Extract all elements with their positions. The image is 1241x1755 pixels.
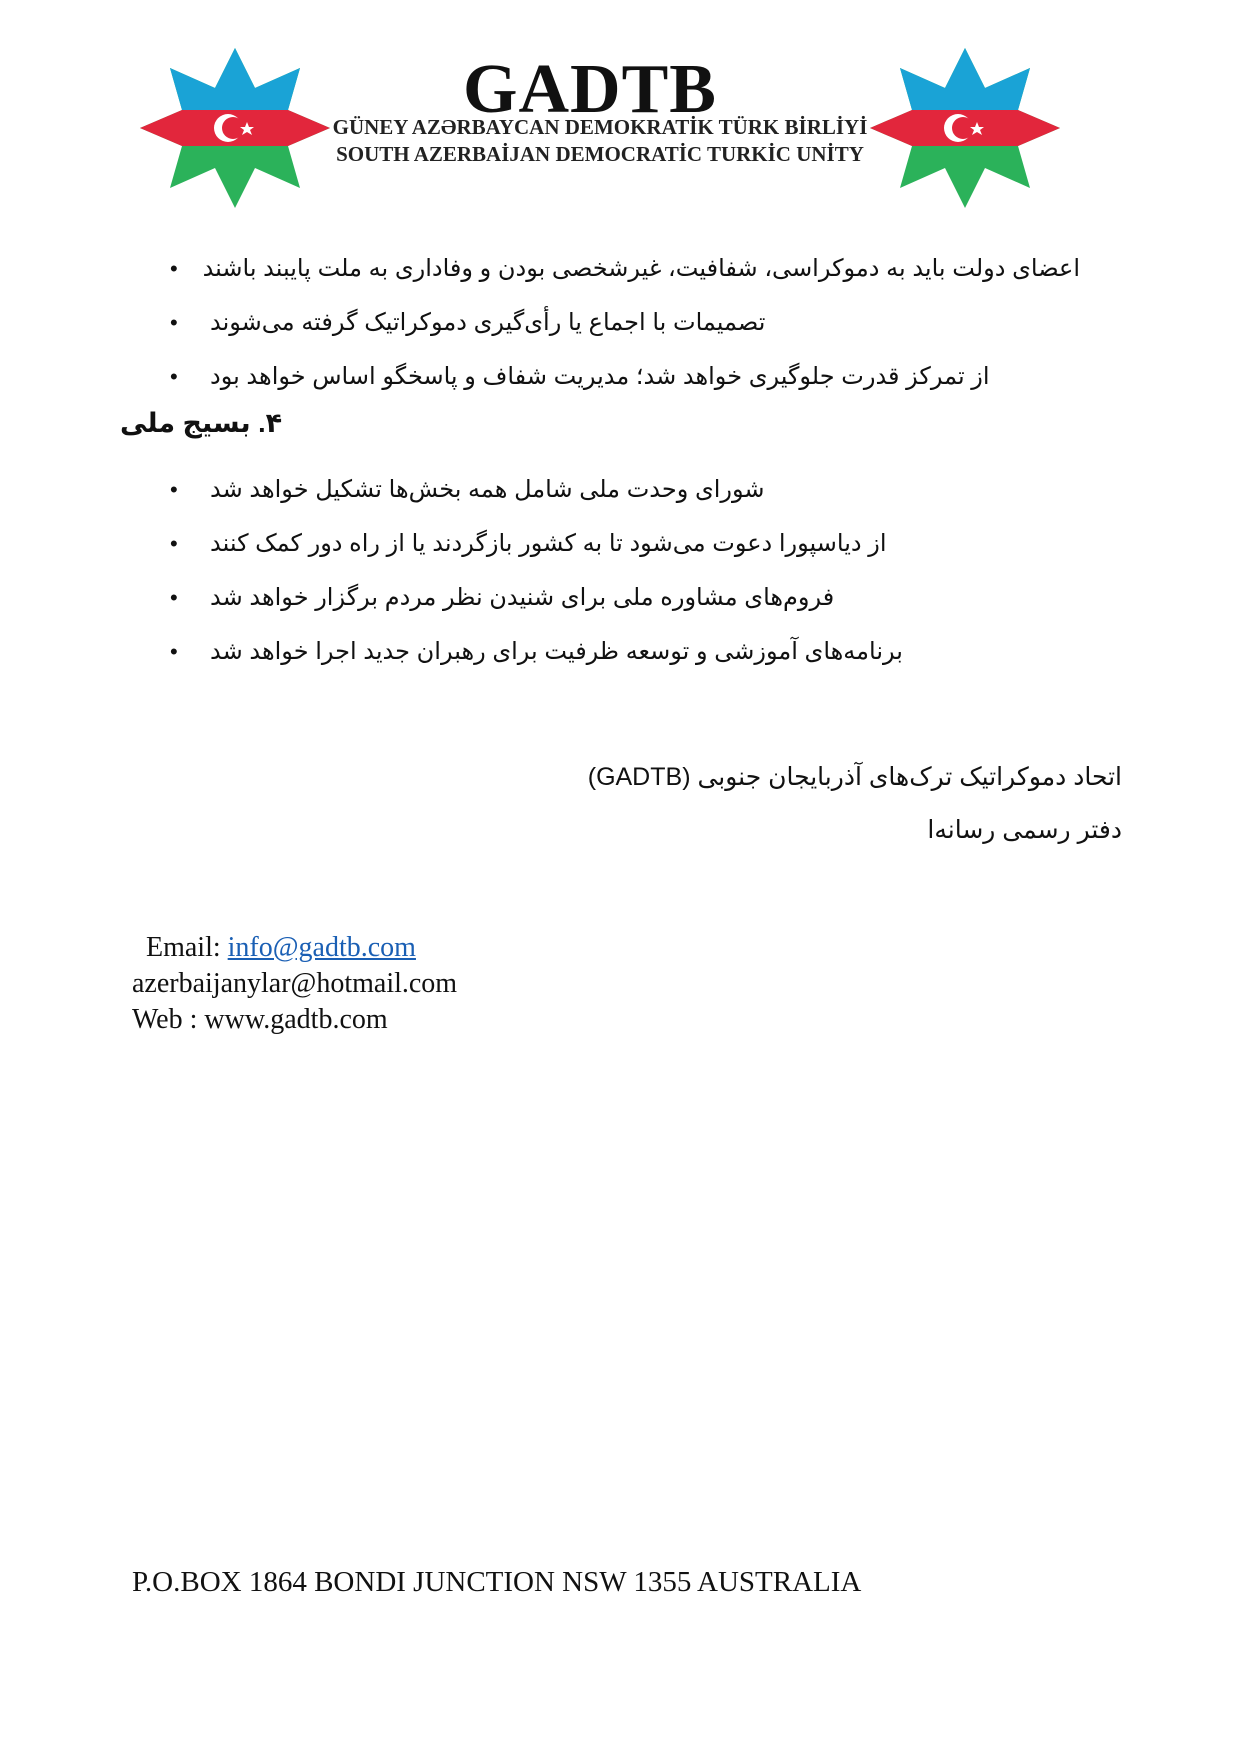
section-heading: ۴. بسیج ملی bbox=[120, 408, 283, 438]
bullet-icon: • bbox=[170, 364, 178, 389]
bullet-icon: • bbox=[170, 639, 178, 664]
azerbaijan-star-emblem-right bbox=[870, 48, 1060, 208]
email-link[interactable]: info@gadtb.com bbox=[227, 932, 416, 963]
bullet-icon: • bbox=[170, 531, 178, 556]
azerbaijan-star-emblem-left bbox=[140, 48, 330, 208]
contact-email-secondary: azerbaijanylar@hotmail.com bbox=[132, 968, 458, 999]
list-item-text: از دیاسپورا دعوت می‌شود تا به کشور بازگردند یا از راه دور کمک کنند bbox=[210, 530, 887, 557]
list-item-text: فروم‌های مشاوره ملی برای شنیدن نظر مردم برگزار خواهد شد bbox=[210, 584, 835, 611]
list-item-text: شورای وحدت ملی شامل همه بخش‌ها تشکیل خواهد شد bbox=[210, 476, 765, 503]
postal-address: P.O.BOX 1864 BONDI JUNCTION NSW 1355 AUSTRALIA bbox=[132, 1566, 862, 1598]
bullet-icon: • bbox=[170, 477, 178, 502]
logo-subtitle-english: SOUTH AZERBAİJAN DEMOCRATİC TURKİC UNİTY bbox=[336, 142, 864, 166]
governance-principles-list bbox=[160, 242, 1080, 404]
logo-title: GADTB bbox=[463, 51, 717, 128]
list-item-text: از تمرکز قدرت جلوگیری خواهد شد؛ مدیریت شفاف و پاسخگو اساس خواهد بود bbox=[210, 363, 990, 390]
national-mobilization-list bbox=[160, 463, 1080, 679]
list-item bbox=[160, 350, 1080, 404]
logo-subtitle-turkish: GÜNEY AZƏRBAYCAN DEMOKRATİK TÜRK BİRLİYİ bbox=[332, 115, 868, 139]
list-item-text: اعضای دولت باید به دموکراسی، شفافیت، غیرشخصی بودن و وفاداری به ملت پایبند باشند bbox=[202, 255, 1080, 282]
bullet-icon: • bbox=[170, 585, 178, 610]
signature-office: دفتر رسمی رسانه‌ا bbox=[927, 816, 1122, 844]
list-item bbox=[160, 242, 1080, 296]
bullet-icon: • bbox=[170, 256, 178, 281]
signature-organization: اتحاد دموکراتیک ترک‌های آذربایجان جنوبی (GADTB) bbox=[587, 763, 1122, 791]
list-item bbox=[160, 517, 1080, 571]
contact-email bbox=[146, 930, 416, 966]
list-item bbox=[160, 625, 1080, 679]
list-item-text: برنامه‌های آموزشی و توسعه ظرفیت برای رهبران جدید اجرا خواهد شد bbox=[210, 638, 903, 665]
contact-web: Web : www.gadtb.com bbox=[132, 1004, 388, 1035]
letterhead bbox=[140, 48, 1060, 208]
bullet-icon: • bbox=[170, 310, 178, 335]
list-item bbox=[160, 463, 1080, 517]
list-item-text: تصمیمات با اجماع یا رأی‌گیری دموکراتیک گرفته می‌شوند bbox=[210, 309, 766, 336]
email-label: Email: bbox=[146, 932, 228, 963]
list-item bbox=[160, 571, 1080, 625]
list-item bbox=[160, 296, 1080, 350]
